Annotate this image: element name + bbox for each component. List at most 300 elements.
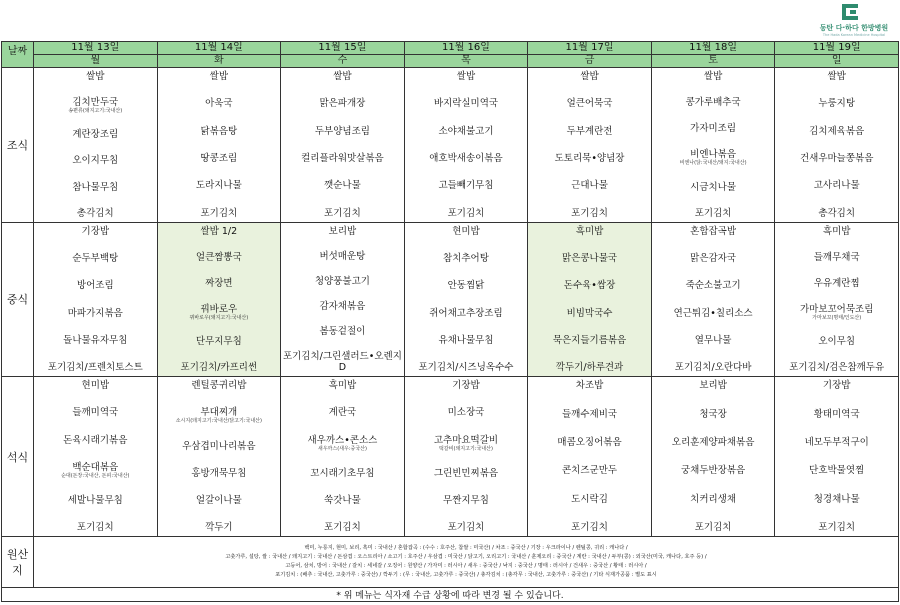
menu-item-name: 포기김치 <box>694 207 732 219</box>
menu-item-name: 깍두기/하루견과 <box>555 362 624 374</box>
menu-item <box>405 71 528 82</box>
menu-item-name: 차조밥 <box>575 380 604 392</box>
menu-item-name: 두부계란전 <box>566 125 613 137</box>
menu-item <box>775 208 898 219</box>
day-date: 11월 15일 <box>281 42 404 55</box>
menu-item-list <box>34 377 157 536</box>
menu-item-name: 포기김치/카프리썬 <box>180 362 258 374</box>
menu-item-name: 포기김치/시즈닝옥수수 <box>418 362 514 374</box>
menu-item <box>652 123 775 134</box>
menu-item <box>281 251 404 262</box>
menu-item <box>652 380 775 391</box>
menu-item-name: 백순대볶음 <box>72 461 119 473</box>
menu-item <box>528 409 651 420</box>
menu-item-name: 죽순소불고기 <box>685 280 741 292</box>
menu-item-name: 김치제육볶음 <box>809 125 865 137</box>
menu-item-name: 봄동겉절이 <box>319 326 366 338</box>
menu-item-name: 포기김치 <box>200 207 238 219</box>
menu-item-name: 치커리생채 <box>690 493 737 505</box>
menu-item <box>405 435 528 452</box>
menu-item <box>652 253 775 264</box>
menu-item-list <box>158 223 281 377</box>
menu-cell <box>281 377 405 537</box>
day-weekday: 수 <box>337 55 348 66</box>
menu-item <box>405 495 528 506</box>
menu-item <box>158 180 281 191</box>
hospital-logo-icon <box>842 4 858 20</box>
menu-item <box>528 280 651 291</box>
menu-item <box>528 465 651 476</box>
menu-item <box>158 98 281 109</box>
menu-item <box>158 468 281 479</box>
hospital-name: 동탄 다·하다 한방병원 <box>819 24 889 32</box>
menu-item-name: 궁채두반장볶음 <box>680 465 746 477</box>
menu-item-list <box>652 377 775 536</box>
menu-item-name: 매콤오징어볶음 <box>557 436 622 448</box>
day-date: 11월 13일 <box>34 42 157 55</box>
menu-item <box>652 308 775 319</box>
menu-item <box>405 153 528 164</box>
menu-item-origin-note: 송편류(돼지고기:국내산) <box>68 108 123 115</box>
menu-item-name: 깻순나물 <box>324 180 361 192</box>
menu-item-name: 청경채나물 <box>813 493 860 505</box>
menu-item <box>158 153 281 164</box>
menu-item <box>158 380 281 391</box>
origin-line: 고춧가루, 설탕, 쌀 : 국내산 / 돼지고기 : 국내산 / 돈삼겹 : 오스트리아 / 소고기 : 호주산 / 우삼겹 : 미국산 / 닭고기, 오리고기 : 국내산 / 훈제오리 : 중국산 / 계란 : 국내산 / 두부(콩) : 외국산(미국, 캐나다, 호주 등) / <box>225 554 707 560</box>
menu-item-list <box>34 68 157 222</box>
menu-item <box>34 129 157 140</box>
menu-item <box>405 468 528 479</box>
menu-item-origin-note: 비엔나(닭:국내산/돼지:국내산) <box>679 160 747 167</box>
menu-item <box>158 407 281 424</box>
menu-cell <box>34 222 158 377</box>
menu-item <box>652 335 775 346</box>
menu-item <box>34 182 157 193</box>
menu-item <box>158 252 281 263</box>
menu-item <box>34 435 157 446</box>
day-header-1 <box>157 42 281 68</box>
menu-item <box>775 71 898 82</box>
menu-item <box>405 362 528 373</box>
menu-item-name: 시금치나물 <box>690 181 737 193</box>
menu-cell <box>157 222 281 377</box>
menu-item-name: 근대나물 <box>571 180 608 192</box>
menu-item <box>528 335 651 346</box>
menu-item-name: 쌀밥 <box>209 71 229 82</box>
menu-item <box>652 71 775 82</box>
menu-item-name: 쑥갓나물 <box>324 494 361 506</box>
menu-item-name: 오리훈제양파채볶음 <box>671 436 755 448</box>
menu-item-name: 총각김치 <box>76 207 114 219</box>
menu-item-list <box>775 68 898 222</box>
menu-item <box>34 308 157 319</box>
menu-item-name: 들깨미역국 <box>72 407 119 419</box>
menu-item <box>34 226 157 237</box>
footer-note: * 위 메뉴는 식자재 수급 상황에 따라 변경 될 수 있습니다. <box>2 588 899 602</box>
menu-item-list <box>775 377 898 536</box>
menu-item-name: 우유계란찜 <box>813 277 860 289</box>
menu-item-name: 도시락김 <box>571 493 608 505</box>
menu-item-name: 깍두기 <box>205 521 233 533</box>
menu-item-name: 포기김치 <box>818 521 856 533</box>
menu-item-name: 포기김치 <box>571 521 608 533</box>
menu-item-name: 기장밥 <box>822 380 851 392</box>
menu-item-name: 혼합잡곡밥 <box>690 225 737 237</box>
menu-item <box>775 252 898 263</box>
menu-item <box>528 308 651 319</box>
date-header-label: 날짜 <box>2 42 34 68</box>
menu-item <box>34 335 157 346</box>
menu-item-name: 애호박새송이볶음 <box>429 152 503 164</box>
menu-item <box>281 180 404 191</box>
menu-item-name: 흑미밥 <box>328 380 357 392</box>
origin-line: 백미, 누룽지, 현미, 보리, 흑미 : 국내산 / 혼합잡곡 : (수수 : 호주산, 찹쌀 : 미국산) / 차조 : 중국산 / 기장 : 우크라이나 / 렌틸콩, 귀리 : 캐나다 / <box>304 545 628 551</box>
menu-item <box>775 153 898 164</box>
meal-row <box>2 222 899 377</box>
menu-item <box>158 522 281 533</box>
menu-item <box>34 462 157 479</box>
menu-item-name: 돌나물유자무침 <box>63 334 128 346</box>
menu-item-name: 포기김치/그린샐러드•오렌지D <box>282 351 402 374</box>
menu-item-name: 청양풍불고기 <box>314 275 370 287</box>
menu-item <box>281 351 404 373</box>
menu-item <box>281 126 404 137</box>
meal-label: 조식 <box>2 68 34 223</box>
menu-item <box>405 253 528 264</box>
day-header-4 <box>528 42 652 68</box>
menu-item <box>775 494 898 505</box>
menu-item-name: 고사리나물 <box>813 180 860 192</box>
menu-cell <box>528 68 652 223</box>
menu-item-name: 짜장면 <box>205 277 233 289</box>
menu-item-name: 포기김치 <box>447 207 485 219</box>
menu-item-name: 계란장조림 <box>72 129 119 141</box>
menu-item <box>34 380 157 391</box>
menu-item-name: 방어조림 <box>76 280 114 292</box>
menu-item <box>281 208 404 219</box>
menu-item-name: 가마보꼬어묵조림 <box>799 304 874 315</box>
menu-item <box>775 180 898 191</box>
menu-item-name: 포기김치/프렌치토스트 <box>47 362 143 374</box>
menu-cell <box>34 377 158 537</box>
menu-cell <box>775 68 899 223</box>
menu-item <box>34 97 157 114</box>
menu-item-name: 기장밥 <box>81 225 110 237</box>
menu-item-name: 네모두부적구이 <box>804 436 869 448</box>
menu-item <box>528 437 651 448</box>
origin-label: 원산지 <box>2 537 34 588</box>
menu-item-name: 버섯매운탕 <box>319 250 366 262</box>
menu-item <box>528 226 651 237</box>
day-weekday: 목 <box>461 55 471 66</box>
day-date: 11월 14일 <box>158 42 281 55</box>
hospital-logo <box>812 4 896 40</box>
menu-item-name: 그린빈민찌볶음 <box>433 467 499 479</box>
menu-item-origin-note: 순대(돈장:국내산, 돈피:국내산) <box>61 472 130 479</box>
menu-item <box>158 441 281 452</box>
menu-item-name: 안동찜닭 <box>447 280 485 292</box>
menu-item-name: 아욱국 <box>205 98 233 110</box>
menu-item-origin-note: 떡갈비(돼지고기:국내산) <box>439 445 493 452</box>
menu-item <box>405 335 528 346</box>
menu-item-name: 포기김치 <box>324 521 361 533</box>
menu-item-list <box>405 223 528 377</box>
menu-item-name: 청국장 <box>699 408 727 420</box>
menu-item <box>528 253 651 264</box>
menu-item <box>775 304 898 321</box>
menu-item-name: 열무나물 <box>694 334 732 346</box>
menu-item-name: 도라지나물 <box>195 180 242 192</box>
menu-item <box>281 71 404 82</box>
menu-item <box>405 226 528 237</box>
menu-item <box>652 208 775 219</box>
menu-item <box>775 362 898 373</box>
menu-item-name: 묵은지들기름볶음 <box>552 334 627 346</box>
menu-item-name: 돈수육•쌈장 <box>563 280 616 292</box>
menu-item <box>34 407 157 418</box>
menu-item <box>775 98 898 109</box>
menu-item <box>281 435 404 452</box>
menu-item-name: 누룽지탕 <box>818 98 856 110</box>
origin-line: 고등어, 삼치, 방어 : 국내산 / 갈치 : 세네갈 / 오징어 : 원양산 / 가자미 : 러시아 / 새우 : 중국산 / 낙지 : 중국산 / 명태 : 러시아 / 건새우 : 중국산 / 황태 : 러시아 / <box>285 563 647 569</box>
menu-item <box>528 494 651 505</box>
meal-row <box>2 68 899 223</box>
menu-item <box>34 155 157 166</box>
menu-item <box>281 380 404 391</box>
menu-item <box>405 208 528 219</box>
menu-item-name: 소야채불고기 <box>438 125 494 137</box>
origin-text <box>34 537 899 588</box>
menu-item <box>34 280 157 291</box>
day-weekday: 월 <box>90 55 101 66</box>
menu-item <box>405 180 528 191</box>
menu-item <box>405 522 528 533</box>
menu-item <box>775 336 898 347</box>
menu-cell <box>651 377 775 537</box>
menu-item-name: 콩가루배추국 <box>685 97 741 109</box>
menu-item <box>652 280 775 291</box>
menu-item-name: 맑은감자국 <box>690 252 737 264</box>
menu-item-list <box>528 223 651 377</box>
menu-item-name: 컬리플라워맛살볶음 <box>301 152 384 164</box>
menu-item-name: 참나물무침 <box>72 181 119 193</box>
menu-item-list <box>775 223 898 377</box>
menu-item-name: 가자미조림 <box>690 123 737 135</box>
menu-item <box>775 226 898 237</box>
menu-item <box>405 98 528 109</box>
day-header-2 <box>281 42 405 68</box>
menu-cell <box>404 377 528 537</box>
menu-cell <box>651 222 775 377</box>
menu-item <box>158 362 281 373</box>
menu-cell <box>775 222 899 377</box>
day-date: 11월 18일 <box>652 42 775 55</box>
day-date: 11월 19일 <box>775 42 898 55</box>
menu-item-name: 세발나물무침 <box>67 494 123 506</box>
menu-item <box>281 407 404 418</box>
menu-item-name: 들깨무채국 <box>813 251 860 263</box>
menu-item <box>281 276 404 287</box>
menu-item-name: 꿔바로우 <box>200 304 238 315</box>
menu-item <box>34 208 157 219</box>
meal-row <box>2 377 899 537</box>
menu-item <box>652 494 775 505</box>
menu-item <box>281 226 404 237</box>
menu-item <box>405 308 528 319</box>
day-date: 11월 17일 <box>528 42 651 55</box>
day-weekday: 토 <box>708 55 718 66</box>
menu-item-name: 포기김치 <box>76 521 114 533</box>
hospital-subtitle: The Hada Korean Medicine Hospital <box>822 33 886 37</box>
menu-item-name: 고추마요떡갈비 <box>433 434 499 446</box>
menu-item-name: 쌀밥 <box>703 71 723 82</box>
meal-label: 중식 <box>2 222 34 377</box>
footer-row <box>2 588 899 602</box>
menu-cell <box>528 377 652 537</box>
menu-item <box>34 362 157 373</box>
menu-item-name: 흑미밥 <box>575 225 604 237</box>
menu-item-name: 얼갈이나물 <box>195 494 242 506</box>
menu-item-list <box>158 377 281 536</box>
menu-item-name: 건새우마늘쫑볶음 <box>799 152 874 164</box>
menu-item-name: 포기김치/검은참깨두유 <box>789 362 885 374</box>
day-weekday: 금 <box>584 55 595 66</box>
menu-item-name: 고들빼기무침 <box>438 180 494 192</box>
menu-item-list <box>405 377 528 536</box>
menu-item <box>34 522 157 533</box>
menu-item-name: 꼬시래기초무침 <box>310 467 375 479</box>
menu-item <box>281 301 404 312</box>
origin-line: 포기김치 : (배추 : 국내산, 고춧가루 : 중국산) / 깍두기 : (무 : 국내산, 고춧가루 : 중국산) / 총각김치 : (총각무 : 국내산, 고춧가루 : 중국산) / 기타 식재가공품 : 별도 표시 <box>275 572 657 578</box>
menu-item <box>528 153 651 164</box>
menu-item <box>775 437 898 448</box>
menu-item-name: 부대찌개 <box>200 407 238 419</box>
menu-item-name: 감자채볶음 <box>319 301 366 312</box>
menu-item-name: 닭볶음탕 <box>200 125 238 137</box>
menu-item-name: 김치만두국 <box>72 97 119 109</box>
menu-item <box>528 71 651 82</box>
menu-item-name: 쌀밥 <box>827 71 846 82</box>
menu-item <box>652 226 775 237</box>
day-weekday: 일 <box>831 55 842 66</box>
menu-item <box>34 495 157 506</box>
menu-item <box>281 98 404 109</box>
menu-item-name: 렌틸콩귀리밥 <box>191 380 247 392</box>
menu-item <box>158 71 281 82</box>
menu-item-name: 얼큰짬뽕국 <box>195 251 242 263</box>
menu-item-name: 총각김치 <box>818 207 856 219</box>
menu-item-name: 콘치즈군만두 <box>562 465 618 477</box>
menu-item-name: 쌀밥 <box>333 71 352 82</box>
menu-item-list <box>528 377 651 536</box>
menu-item-origin-note: 가마보꼬(명태/인도산) <box>812 315 862 321</box>
menu-item-list <box>281 377 404 536</box>
menu-cell <box>651 68 775 223</box>
menu-item-name: 무짠지무침 <box>443 494 489 506</box>
menu-item-name: 보리밥 <box>699 380 727 392</box>
menu-cell <box>404 222 528 377</box>
menu-item-name: 바지락실미역국 <box>433 98 499 110</box>
menu-item-list <box>652 68 775 222</box>
menu-item-name: 홍방개묵무침 <box>191 467 247 479</box>
menu-item <box>528 380 651 391</box>
menu-item-name: 들깨수제비국 <box>562 408 618 420</box>
menu-item-list <box>652 223 775 377</box>
menu-item <box>405 407 528 418</box>
menu-item-list <box>34 223 157 377</box>
menu-cell <box>157 377 281 537</box>
menu-item-name: 새우까스•콘소스 <box>307 434 378 446</box>
menu-item-name: 보리밥 <box>328 225 357 237</box>
menu-item-name: 마파가지볶음 <box>67 307 123 319</box>
menu-item <box>405 126 528 137</box>
menu-cell <box>404 68 528 223</box>
menu-item <box>281 468 404 479</box>
menu-item-name: 포기김치 <box>571 207 608 219</box>
menu-item-origin-note: 새우까스(새우:중국산) <box>317 445 367 452</box>
menu-item-list <box>528 68 651 222</box>
menu-item-name: 쌀밥 <box>456 71 476 82</box>
menu-item-name: 순두부백탕 <box>72 252 119 264</box>
day-header-3 <box>404 42 528 68</box>
menu-item-name: 흑미밥 <box>822 225 851 237</box>
menu-item-name: 쥐어채고추장조림 <box>429 307 503 319</box>
menu-item-name: 맑은파개장 <box>319 98 366 110</box>
menu-item <box>775 278 898 289</box>
menu-item-name: 단호박물엿찜 <box>809 465 865 477</box>
menu-item <box>775 126 898 137</box>
menu-item <box>775 380 898 391</box>
menu-item <box>158 208 281 219</box>
menu-item-origin-note: 꿔바로우(돼지고기:국내산) <box>189 315 249 321</box>
menu-item-name: 기장밥 <box>452 380 480 392</box>
menu-item-name: 단무지무침 <box>195 336 242 348</box>
menu-cell <box>775 377 899 537</box>
meal-label: 석식 <box>2 377 34 537</box>
menu-item-name: 포기김치/오란다바 <box>674 362 752 374</box>
menu-item-name: 현미밥 <box>452 225 480 237</box>
menu-item <box>775 409 898 420</box>
menu-item <box>281 153 404 164</box>
menu-item-name: 비빔막국수 <box>566 307 613 319</box>
menu-item-list <box>281 68 404 222</box>
menu-cell <box>281 222 405 377</box>
menu-item-name: 계란국 <box>328 407 357 419</box>
menu-item-name: 우삼겹미나리볶음 <box>182 440 256 452</box>
menu-item <box>652 437 775 448</box>
day-header-6 <box>775 42 899 68</box>
menu-item <box>775 465 898 476</box>
menu-item <box>652 522 775 533</box>
menu-item <box>652 465 775 476</box>
menu-cell <box>157 68 281 223</box>
menu-item <box>281 522 404 533</box>
menu-item <box>652 97 775 108</box>
menu-item-name: 돈육시래기볶음 <box>63 434 128 446</box>
menu-item <box>34 253 157 264</box>
menu-item <box>528 180 651 191</box>
menu-item-name: 땅콩조림 <box>200 152 238 164</box>
menu-item-origin-note: 소시지(돼지고기:국내산/닭고기:국내산) <box>175 418 262 425</box>
menu-item-name: 연근튀김•칠리소스 <box>673 307 753 319</box>
menu-item <box>158 495 281 506</box>
menu-item <box>652 149 775 166</box>
menu-item <box>158 304 281 321</box>
menu-item <box>158 226 281 237</box>
day-weekday: 화 <box>214 55 224 66</box>
menu-item-name: 쌀밥 <box>580 71 599 82</box>
day-header-0 <box>34 42 158 68</box>
